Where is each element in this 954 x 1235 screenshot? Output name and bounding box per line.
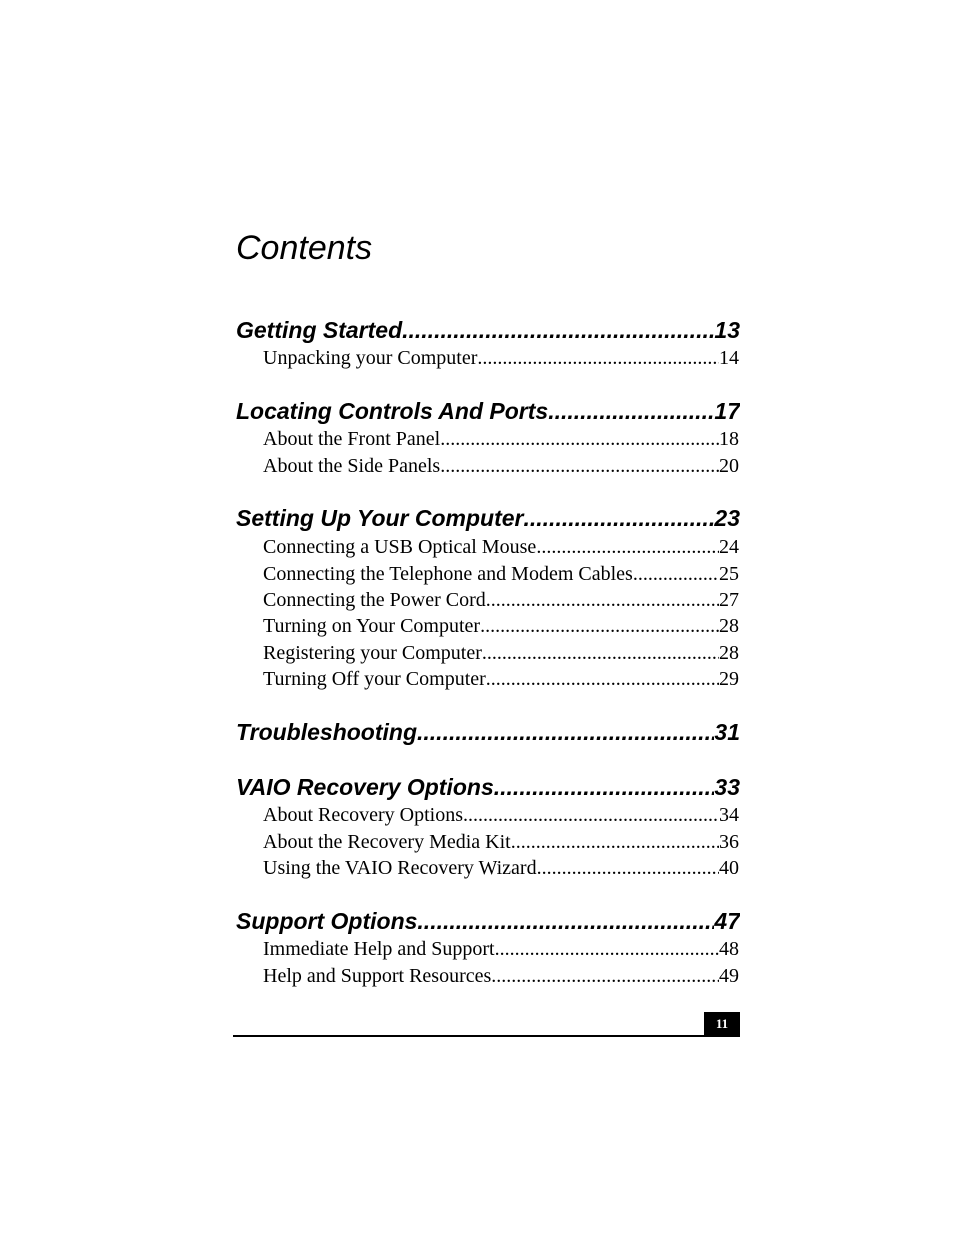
toc-chapter-setting-up[interactable] bbox=[236, 503, 740, 533]
toc-chapter-troubleshooting[interactable] bbox=[236, 717, 740, 747]
section-title: About the Recovery Media Kit bbox=[263, 831, 511, 853]
section-page-number: 29 bbox=[719, 668, 739, 690]
toc-section-recovery-wizard[interactable] bbox=[263, 855, 739, 881]
section-title: Turning Off your Computer bbox=[263, 668, 486, 690]
toc-section-recovery-media-kit[interactable] bbox=[263, 829, 739, 855]
section-page-number: 34 bbox=[719, 804, 739, 826]
section-page-number: 27 bbox=[719, 589, 739, 611]
section-title: About the Side Panels bbox=[263, 455, 441, 477]
chapter-page-number: 33 bbox=[714, 774, 740, 800]
dot-leader bbox=[633, 561, 719, 587]
chapter-page-number: 13 bbox=[714, 317, 740, 343]
toc-section-front-panel[interactable] bbox=[263, 426, 739, 452]
dot-leader bbox=[417, 717, 714, 747]
section-title: Immediate Help and Support bbox=[263, 938, 495, 960]
section-title: Using the VAIO Recovery Wizard bbox=[263, 857, 537, 879]
section-title: Turning on Your Computer bbox=[263, 615, 481, 637]
dot-leader bbox=[440, 453, 719, 479]
chapter-title: Troubleshooting bbox=[236, 719, 418, 745]
toc-section-side-panels[interactable] bbox=[263, 453, 739, 479]
section-page-number: 20 bbox=[719, 455, 739, 477]
chapter-title: VAIO Recovery Options bbox=[236, 774, 494, 800]
dot-leader bbox=[524, 503, 715, 533]
toc-section-immediate-help[interactable] bbox=[263, 936, 739, 962]
toc-section-recovery-options[interactable] bbox=[263, 802, 739, 828]
chapter-title: Getting Started bbox=[236, 317, 403, 343]
toc-chapter-support-options[interactable] bbox=[236, 906, 740, 936]
section-page-number: 28 bbox=[719, 615, 739, 637]
toc-section-support-resources[interactable] bbox=[263, 963, 739, 989]
section-title: Connecting the Power Cord bbox=[263, 589, 486, 611]
section-page-number: 24 bbox=[719, 536, 739, 558]
toc-chapter-locating-controls[interactable] bbox=[236, 396, 740, 426]
chapter-page-number: 23 bbox=[714, 505, 740, 531]
section-title: About the Front Panel bbox=[263, 428, 441, 450]
chapter-page-number: 31 bbox=[714, 719, 740, 745]
dot-leader bbox=[482, 640, 719, 666]
section-title: About Recovery Options bbox=[263, 804, 463, 826]
dot-leader bbox=[511, 829, 719, 855]
dot-leader bbox=[477, 345, 719, 371]
chapter-title: Locating Controls And Ports bbox=[236, 398, 549, 424]
dot-leader bbox=[486, 587, 719, 613]
dot-leader bbox=[494, 772, 715, 802]
dot-leader bbox=[402, 315, 714, 345]
chapter-page-number: 47 bbox=[714, 908, 740, 934]
dot-leader bbox=[417, 906, 714, 936]
section-page-number: 14 bbox=[719, 347, 739, 369]
dot-leader bbox=[463, 802, 719, 828]
chapter-title: Support Options bbox=[236, 908, 418, 934]
chapter-page-number: 17 bbox=[714, 398, 740, 424]
section-title: Connecting a USB Optical Mouse bbox=[263, 536, 537, 558]
section-title: Connecting the Telephone and Modem Cables bbox=[263, 563, 633, 585]
toc-section-unpacking[interactable] bbox=[263, 345, 739, 371]
dot-leader bbox=[480, 613, 719, 639]
dot-leader bbox=[486, 666, 719, 692]
section-page-number: 18 bbox=[719, 428, 739, 450]
toc-section-registering[interactable] bbox=[263, 640, 739, 666]
toc-section-turning-off[interactable] bbox=[263, 666, 739, 692]
section-page-number: 48 bbox=[719, 938, 739, 960]
section-title: Registering your Computer bbox=[263, 642, 482, 664]
toc-chapter-vaio-recovery[interactable] bbox=[236, 772, 740, 802]
page-title: Contents bbox=[236, 229, 373, 267]
section-page-number: 28 bbox=[719, 642, 739, 664]
dot-leader bbox=[537, 855, 719, 881]
toc-section-usb-mouse[interactable] bbox=[263, 534, 739, 560]
section-title: Unpacking your Computer bbox=[263, 347, 478, 369]
section-page-number: 49 bbox=[719, 965, 739, 987]
toc-section-modem-cables[interactable] bbox=[263, 561, 739, 587]
chapter-title: Setting Up Your Computer bbox=[236, 505, 524, 531]
section-page-number: 40 bbox=[719, 857, 739, 879]
footer-rule bbox=[233, 1035, 740, 1037]
section-title: Help and Support Resources bbox=[263, 965, 492, 987]
dot-leader bbox=[495, 936, 719, 962]
dot-leader bbox=[491, 963, 719, 989]
toc-section-turning-on[interactable] bbox=[263, 613, 739, 639]
page-number-badge: 11 bbox=[704, 1012, 740, 1036]
toc-section-power-cord[interactable] bbox=[263, 587, 739, 613]
dot-leader bbox=[548, 396, 714, 426]
section-page-number: 36 bbox=[719, 831, 739, 853]
toc-chapter-getting-started[interactable] bbox=[236, 315, 740, 345]
dot-leader bbox=[536, 534, 719, 560]
dot-leader bbox=[440, 426, 719, 452]
section-page-number: 25 bbox=[719, 563, 739, 585]
